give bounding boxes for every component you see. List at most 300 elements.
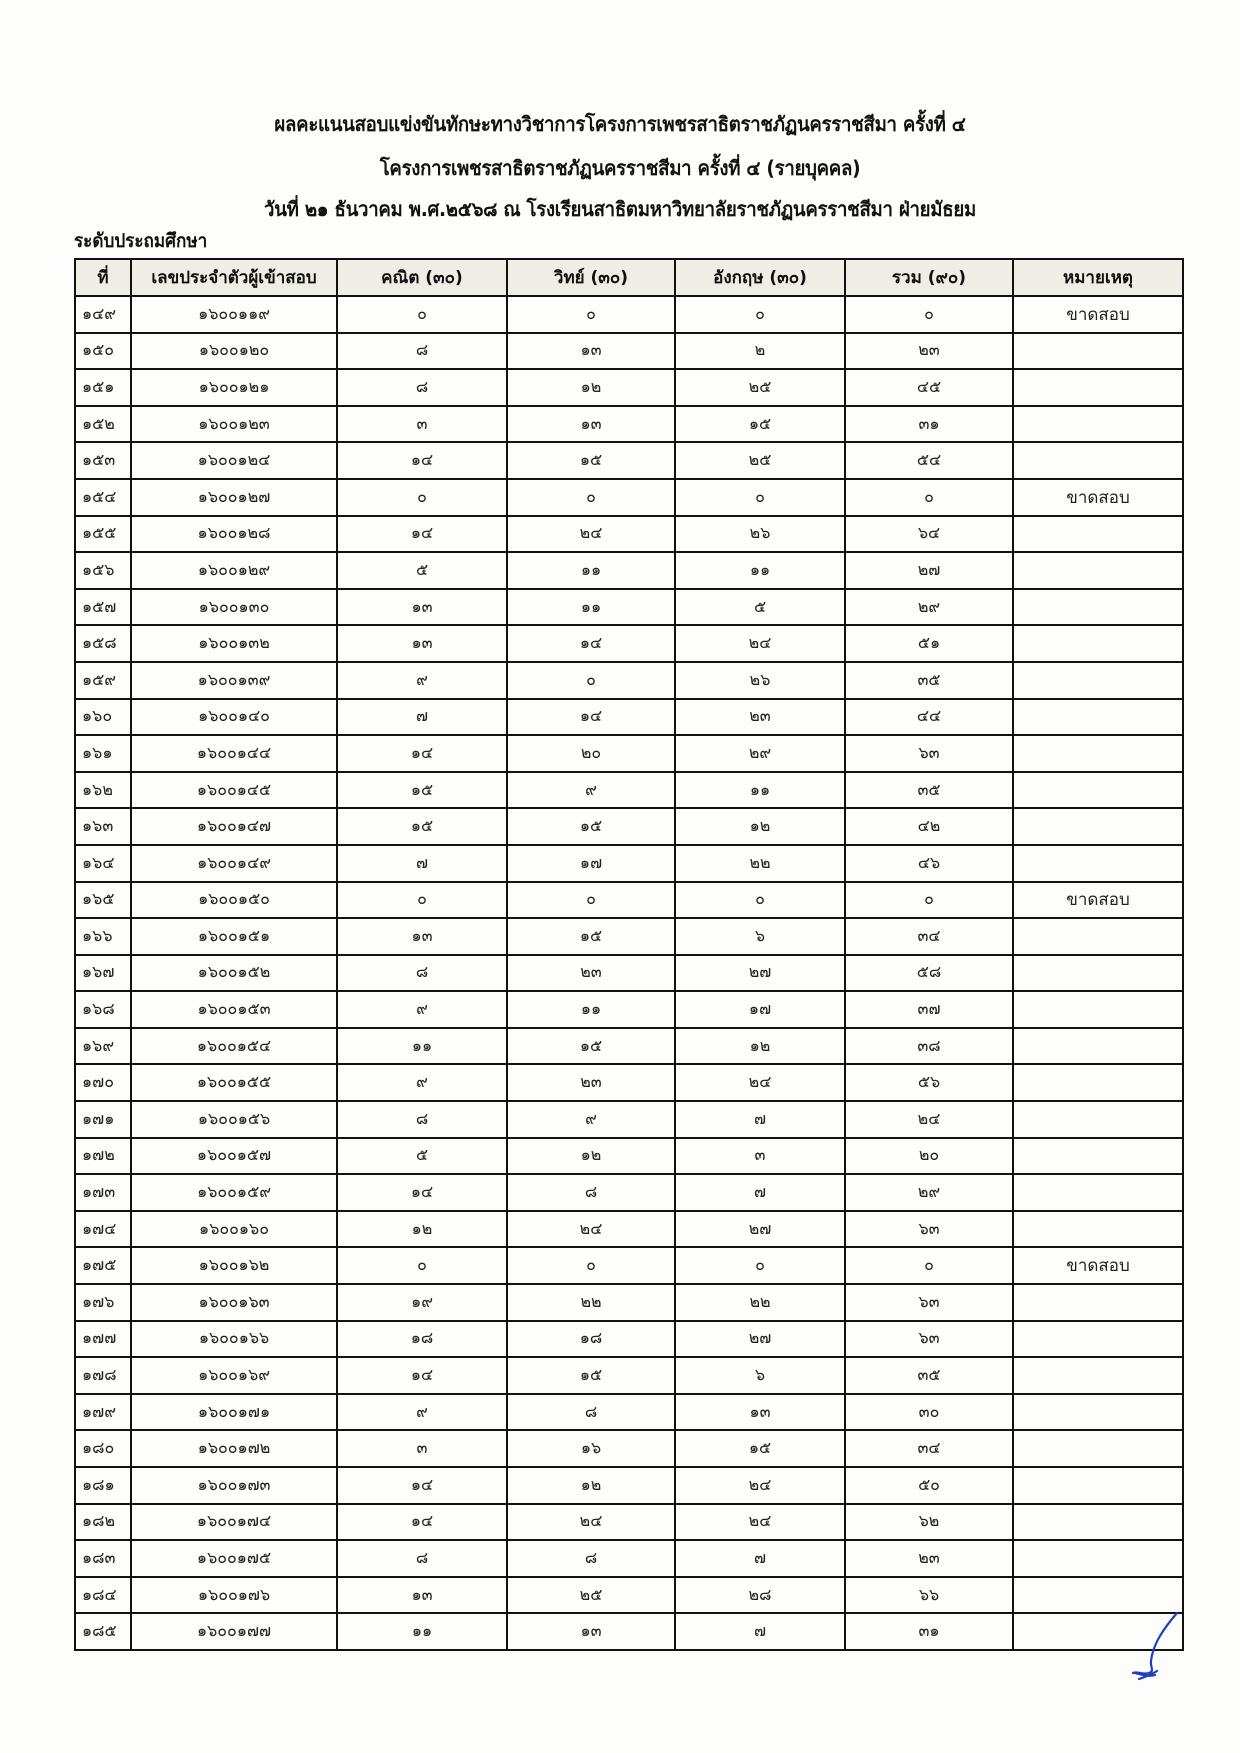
cell-no: ๑๗๙	[75, 1394, 131, 1431]
cell-remark	[1013, 1138, 1183, 1175]
cell-candidate-id: ๑๖๐๐๑๗๗	[131, 1613, 337, 1650]
cell-english: ๒	[675, 333, 845, 370]
cell-remark	[1013, 589, 1183, 626]
cell-remark	[1013, 1467, 1183, 1504]
header-english: อังกฤษ (๓๐)	[675, 259, 845, 296]
cell-english: ๒๒	[675, 845, 845, 882]
cell-remark: ขาดสอบ	[1013, 296, 1183, 333]
cell-no: ๑๖๗	[75, 955, 131, 992]
cell-total: ๕๑	[845, 625, 1013, 662]
cell-science: ๐	[507, 662, 675, 699]
cell-no: ๑๕๓	[75, 442, 131, 479]
cell-remark	[1013, 1174, 1183, 1211]
cell-math: ๑๘	[337, 1321, 507, 1358]
cell-candidate-id: ๑๖๐๐๑๔๐	[131, 699, 337, 736]
cell-remark	[1013, 1394, 1183, 1431]
table-row	[75, 772, 1183, 809]
table-row	[75, 1577, 1183, 1614]
cell-candidate-id: ๑๖๐๐๑๖๐	[131, 1211, 337, 1248]
cell-science: ๘	[507, 1174, 675, 1211]
cell-candidate-id: ๑๖๐๐๑๕๙	[131, 1174, 337, 1211]
header-science: วิทย์ (๓๐)	[507, 259, 675, 296]
table-row	[75, 296, 1183, 333]
cell-total: ๓๗	[845, 991, 1013, 1028]
cell-science: ๙	[507, 772, 675, 809]
cell-english: ๒๖	[675, 662, 845, 699]
cell-no: ๑๕๒	[75, 406, 131, 443]
cell-remark	[1013, 955, 1183, 992]
cell-no: ๑๗๓	[75, 1174, 131, 1211]
cell-english: ๑๓	[675, 1394, 845, 1431]
cell-remark	[1013, 1321, 1183, 1358]
cell-english: ๕	[675, 589, 845, 626]
cell-math: ๑๔	[337, 1174, 507, 1211]
education-level-label: ระดับประถมศึกษา	[74, 230, 208, 252]
table-row	[75, 1540, 1183, 1577]
cell-english: ๒๒	[675, 1284, 845, 1321]
cell-remark	[1013, 662, 1183, 699]
cell-no: ๑๕๙	[75, 662, 131, 699]
cell-total: ๒๙	[845, 1174, 1013, 1211]
table-row	[75, 479, 1183, 516]
cell-english: ๒๓	[675, 699, 845, 736]
cell-remark	[1013, 845, 1183, 882]
cell-candidate-id: ๑๖๐๐๑๑๙	[131, 296, 337, 333]
cell-science: ๑๑	[507, 552, 675, 589]
cell-no: ๑๖๔	[75, 845, 131, 882]
cell-candidate-id: ๑๖๐๐๑๒๑	[131, 369, 337, 406]
cell-remark	[1013, 1504, 1183, 1541]
cell-candidate-id: ๑๖๐๐๑๒๓	[131, 406, 337, 443]
cell-english: ๗	[675, 1540, 845, 1577]
cell-english: ๖	[675, 1357, 845, 1394]
header-math: คณิต (๓๐)	[337, 259, 507, 296]
table-row	[75, 1357, 1183, 1394]
cell-math: ๑๓	[337, 1577, 507, 1614]
cell-math: ๑๒	[337, 1211, 507, 1248]
cell-english: ๒๕	[675, 442, 845, 479]
cell-math: ๑๔	[337, 1357, 507, 1394]
cell-no: ๑๘๓	[75, 1540, 131, 1577]
cell-candidate-id: ๑๖๐๐๑๕๐	[131, 882, 337, 919]
cell-no: ๑๖๙	[75, 1028, 131, 1065]
cell-remark	[1013, 1101, 1183, 1138]
cell-science: ๘	[507, 1394, 675, 1431]
cell-science: ๙	[507, 1101, 675, 1138]
cell-science: ๒๔	[507, 1504, 675, 1541]
cell-candidate-id: ๑๖๐๐๑๖๙	[131, 1357, 337, 1394]
cell-math: ๓	[337, 1430, 507, 1467]
cell-total: ๖๖	[845, 1577, 1013, 1614]
cell-english: ๒๔	[675, 1064, 845, 1101]
cell-candidate-id: ๑๖๐๐๑๖๓	[131, 1284, 337, 1321]
cell-english: ๒๘	[675, 1577, 845, 1614]
cell-english: ๒๔	[675, 625, 845, 662]
table-row	[75, 406, 1183, 443]
cell-candidate-id: ๑๖๐๐๑๓๐	[131, 589, 337, 626]
cell-remark	[1013, 333, 1183, 370]
cell-math: ๑๑	[337, 1613, 507, 1650]
cell-remark	[1013, 991, 1183, 1028]
cell-candidate-id: ๑๖๐๐๑๖๖	[131, 1321, 337, 1358]
cell-english: ๒๙	[675, 735, 845, 772]
cell-candidate-id: ๑๖๐๐๑๕๒	[131, 955, 337, 992]
table-row	[75, 1430, 1183, 1467]
cell-math: ๑๕	[337, 808, 507, 845]
cell-math: ๘	[337, 955, 507, 992]
cell-no: ๑๖๓	[75, 808, 131, 845]
table-row	[75, 1028, 1183, 1065]
header-total: รวม (๙๐)	[845, 259, 1013, 296]
cell-science: ๑๕	[507, 808, 675, 845]
table-row	[75, 1247, 1183, 1284]
table-row	[75, 955, 1183, 992]
cell-english: ๑๑	[675, 772, 845, 809]
cell-no: ๑๗๘	[75, 1357, 131, 1394]
cell-total: ๓๘	[845, 1028, 1013, 1065]
cell-english: ๒๔	[675, 1467, 845, 1504]
table-row	[75, 1211, 1183, 1248]
cell-math: ๘	[337, 369, 507, 406]
cell-math: ๑๑	[337, 1028, 507, 1065]
cell-science: ๒๐	[507, 735, 675, 772]
cell-math: ๘	[337, 333, 507, 370]
table-row	[75, 808, 1183, 845]
cell-math: ๐	[337, 479, 507, 516]
cell-no: ๑๖๑	[75, 735, 131, 772]
cell-candidate-id: ๑๖๐๐๑๗๔	[131, 1504, 337, 1541]
cell-remark	[1013, 1430, 1183, 1467]
cell-candidate-id: ๑๖๐๐๑๕๕	[131, 1064, 337, 1101]
cell-candidate-id: ๑๖๐๐๑๔๙	[131, 845, 337, 882]
table-row	[75, 442, 1183, 479]
cell-candidate-id: ๑๖๐๐๑๔๕	[131, 772, 337, 809]
cell-remark	[1013, 1540, 1183, 1577]
cell-remark	[1013, 625, 1183, 662]
cell-candidate-id: ๑๖๐๐๑๗๑	[131, 1394, 337, 1431]
table-row	[75, 369, 1183, 406]
cell-math: ๑๔	[337, 516, 507, 553]
cell-science: ๑๔	[507, 625, 675, 662]
cell-remark	[1013, 406, 1183, 443]
cell-no: ๑๗๗	[75, 1321, 131, 1358]
cell-science: ๑๑	[507, 589, 675, 626]
cell-candidate-id: ๑๖๐๐๑๕๑	[131, 918, 337, 955]
cell-math: ๑๔	[337, 1467, 507, 1504]
cell-total: ๖๓	[845, 1321, 1013, 1358]
cell-remark	[1013, 772, 1183, 809]
header-remark: หมายเหตุ	[1013, 259, 1183, 296]
cell-total: ๔๕	[845, 369, 1013, 406]
cell-science: ๑๕	[507, 918, 675, 955]
cell-science: ๐	[507, 882, 675, 919]
cell-total: ๓๑	[845, 406, 1013, 443]
cell-science: ๑๓	[507, 406, 675, 443]
cell-science: ๘	[507, 1540, 675, 1577]
cell-science: ๒๒	[507, 1284, 675, 1321]
cell-total: ๕๖	[845, 1064, 1013, 1101]
table-row	[75, 1467, 1183, 1504]
cell-total: ๐	[845, 882, 1013, 919]
cell-remark	[1013, 1028, 1183, 1065]
cell-math: ๕	[337, 1138, 507, 1175]
cell-science: ๑๕	[507, 442, 675, 479]
cell-math: ๐	[337, 296, 507, 333]
cell-remark: ขาดสอบ	[1013, 882, 1183, 919]
table-header-row	[75, 259, 1183, 296]
cell-no: ๑๘๐	[75, 1430, 131, 1467]
cell-candidate-id: ๑๖๐๐๑๕๖	[131, 1101, 337, 1138]
table-row	[75, 882, 1183, 919]
cell-english: ๒๗	[675, 1321, 845, 1358]
cell-science: ๐	[507, 479, 675, 516]
cell-remark	[1013, 1211, 1183, 1248]
cell-english: ๑๒	[675, 808, 845, 845]
cell-candidate-id: ๑๖๐๐๑๗๒	[131, 1430, 337, 1467]
table-row	[75, 735, 1183, 772]
cell-remark	[1013, 552, 1183, 589]
cell-remark: ขาดสอบ	[1013, 1247, 1183, 1284]
handwritten-signature	[1115, 1605, 1195, 1685]
cell-candidate-id: ๑๖๐๐๑๗๓	[131, 1467, 337, 1504]
table-row	[75, 1613, 1183, 1650]
table-row	[75, 918, 1183, 955]
cell-total: ๐	[845, 296, 1013, 333]
cell-no: ๑๕๖	[75, 552, 131, 589]
table-row	[75, 589, 1183, 626]
cell-science: ๑๓	[507, 1613, 675, 1650]
table-row	[75, 333, 1183, 370]
table-row	[75, 1064, 1183, 1101]
cell-science: ๑๖	[507, 1430, 675, 1467]
cell-math: ๑๓	[337, 918, 507, 955]
cell-candidate-id: ๑๖๐๐๑๗๕	[131, 1540, 337, 1577]
cell-no: ๑๗๑	[75, 1101, 131, 1138]
cell-no: ๑๖๐	[75, 699, 131, 736]
cell-math: ๙	[337, 662, 507, 699]
cell-total: ๖๔	[845, 516, 1013, 553]
table-row	[75, 625, 1183, 662]
cell-remark	[1013, 1357, 1183, 1394]
cell-english: ๑๑	[675, 552, 845, 589]
cell-candidate-id: ๑๖๐๐๑๕๗	[131, 1138, 337, 1175]
cell-english: ๗	[675, 1613, 845, 1650]
table-row	[75, 845, 1183, 882]
table-row	[75, 1321, 1183, 1358]
cell-total: ๖๓	[845, 1284, 1013, 1321]
cell-total: ๓๐	[845, 1394, 1013, 1431]
cell-science: ๑๒	[507, 369, 675, 406]
cell-candidate-id: ๑๖๐๐๑๒๐	[131, 333, 337, 370]
table-row	[75, 699, 1183, 736]
cell-science: ๑๕	[507, 1357, 675, 1394]
cell-total: ๒๓	[845, 333, 1013, 370]
cell-total: ๓๕	[845, 662, 1013, 699]
header-candidate-id: เลขประจำตัวผู้เข้าสอบ	[131, 259, 337, 296]
cell-total: ๒๓	[845, 1540, 1013, 1577]
cell-total: ๕๔	[845, 442, 1013, 479]
cell-total: ๒๙	[845, 589, 1013, 626]
cell-science: ๑๓	[507, 333, 675, 370]
cell-no: ๑๕๑	[75, 369, 131, 406]
cell-math: ๙	[337, 1394, 507, 1431]
cell-remark	[1013, 369, 1183, 406]
cell-english: ๗	[675, 1101, 845, 1138]
cell-no: ๑๕๔	[75, 479, 131, 516]
cell-total: ๒๗	[845, 552, 1013, 589]
cell-math: ๐	[337, 1247, 507, 1284]
cell-no: ๑๘๒	[75, 1504, 131, 1541]
table-row	[75, 662, 1183, 699]
cell-science: ๑๕	[507, 1028, 675, 1065]
cell-science: ๒๕	[507, 1577, 675, 1614]
cell-english: ๒๗	[675, 955, 845, 992]
table-body	[75, 296, 1183, 1650]
cell-remark	[1013, 1064, 1183, 1101]
cell-no: ๑๖๖	[75, 918, 131, 955]
cell-total: ๔๒	[845, 808, 1013, 845]
cell-total: ๖๓	[845, 735, 1013, 772]
cell-english: ๒๖	[675, 516, 845, 553]
table-row	[75, 991, 1183, 1028]
cell-no: ๑๗๔	[75, 1211, 131, 1248]
cell-no: ๑๖๕	[75, 882, 131, 919]
cell-science: ๐	[507, 1247, 675, 1284]
cell-english: ๓	[675, 1138, 845, 1175]
table-row	[75, 1174, 1183, 1211]
cell-candidate-id: ๑๖๐๐๑๕๓	[131, 991, 337, 1028]
cell-science: ๒๔	[507, 516, 675, 553]
cell-no: ๑๕๗	[75, 589, 131, 626]
cell-english: ๒๕	[675, 369, 845, 406]
score-table	[74, 258, 1184, 1651]
cell-english: ๑๗	[675, 991, 845, 1028]
table-row	[75, 516, 1183, 553]
cell-remark	[1013, 1284, 1183, 1321]
cell-science: ๒๔	[507, 1211, 675, 1248]
cell-no: ๑๔๙	[75, 296, 131, 333]
cell-candidate-id: ๑๖๐๐๑๕๔	[131, 1028, 337, 1065]
cell-science: ๒๓	[507, 1064, 675, 1101]
cell-science: ๑๗	[507, 845, 675, 882]
cell-total: ๖๓	[845, 1211, 1013, 1248]
cell-candidate-id: ๑๖๐๐๑๗๖	[131, 1577, 337, 1614]
cell-no: ๑๘๑	[75, 1467, 131, 1504]
cell-total: ๓๕	[845, 772, 1013, 809]
document-subtitle: โครงการเพชรสาธิตราชภัฏนครราชสีมา ครั้งที่ ๔ (รายบุคคล)	[379, 156, 861, 180]
cell-math: ๑๓	[337, 625, 507, 662]
table-row	[75, 1138, 1183, 1175]
cell-total: ๖๒	[845, 1504, 1013, 1541]
cell-remark	[1013, 699, 1183, 736]
cell-candidate-id: ๑๖๐๐๑๒๙	[131, 552, 337, 589]
cell-candidate-id: ๑๖๐๐๑๔๗	[131, 808, 337, 845]
cell-remark: ขาดสอบ	[1013, 479, 1183, 516]
cell-no: ๑๖๒	[75, 772, 131, 809]
cell-no: ๑๗๐	[75, 1064, 131, 1101]
cell-remark	[1013, 442, 1183, 479]
header-no: ที่	[75, 259, 131, 296]
table-row	[75, 552, 1183, 589]
cell-math: ๗	[337, 699, 507, 736]
cell-total: ๒๐	[845, 1138, 1013, 1175]
cell-total: ๓๔	[845, 1430, 1013, 1467]
cell-candidate-id: ๑๖๐๐๑๔๔	[131, 735, 337, 772]
cell-science: ๑๘	[507, 1321, 675, 1358]
cell-candidate-id: ๑๖๐๐๑๒๔	[131, 442, 337, 479]
cell-candidate-id: ๑๖๐๐๑๓๙	[131, 662, 337, 699]
cell-english: ๒๗	[675, 1211, 845, 1248]
cell-no: ๑๗๖	[75, 1284, 131, 1321]
cell-math: ๑๙	[337, 1284, 507, 1321]
cell-candidate-id: ๑๖๐๐๑๒๘	[131, 516, 337, 553]
cell-remark	[1013, 808, 1183, 845]
cell-science: ๑๒	[507, 1138, 675, 1175]
cell-no: ๑๘๕	[75, 1613, 131, 1650]
cell-no: ๑๕๘	[75, 625, 131, 662]
cell-english: ๐	[675, 296, 845, 333]
cell-no: ๑๘๔	[75, 1577, 131, 1614]
cell-english: ๒๔	[675, 1504, 845, 1541]
cell-math: ๗	[337, 845, 507, 882]
cell-no: ๑๖๘	[75, 991, 131, 1028]
cell-english: ๑๕	[675, 1430, 845, 1467]
cell-science: ๑๒	[507, 1467, 675, 1504]
cell-total: ๓๕	[845, 1357, 1013, 1394]
cell-candidate-id: ๑๖๐๐๑๒๗	[131, 479, 337, 516]
cell-math: ๐	[337, 882, 507, 919]
table-row	[75, 1284, 1183, 1321]
cell-english: ๑๒	[675, 1028, 845, 1065]
cell-candidate-id: ๑๖๐๐๑๓๒	[131, 625, 337, 662]
cell-no: ๑๕๐	[75, 333, 131, 370]
cell-math: ๑๔	[337, 442, 507, 479]
cell-math: ๑๕	[337, 772, 507, 809]
cell-math: ๙	[337, 991, 507, 1028]
cell-english: ๗	[675, 1174, 845, 1211]
cell-math: ๑๔	[337, 1504, 507, 1541]
table-row	[75, 1394, 1183, 1431]
cell-math: ๑๔	[337, 735, 507, 772]
cell-total: ๓๑	[845, 1613, 1013, 1650]
cell-english: ๐	[675, 479, 845, 516]
cell-no: ๑๗๒	[75, 1138, 131, 1175]
cell-total: ๓๔	[845, 918, 1013, 955]
cell-total: ๕๐	[845, 1467, 1013, 1504]
cell-english: ๐	[675, 1247, 845, 1284]
cell-english: ๖	[675, 918, 845, 955]
table-row	[75, 1101, 1183, 1138]
cell-remark	[1013, 918, 1183, 955]
cell-science: ๑๔	[507, 699, 675, 736]
cell-english: ๑๕	[675, 406, 845, 443]
cell-math: ๑๓	[337, 589, 507, 626]
cell-math: ๘	[337, 1540, 507, 1577]
document-title: ผลคะแนนสอบแข่งขันทักษะทางวิชาการโครงการเพชรสาธิตราชภัฏนครราชสีมา ครั้งที่ ๔	[274, 112, 966, 136]
document-date-location: วันที่ ๒๑ ธันวาคม พ.ศ.๒๕๖๘ ณ โรงเรียนสาธิตมหาวิทยาลัยราชภัฏนครราชสีมา ฝ่ายมัธยม	[264, 197, 976, 221]
cell-math: ๕	[337, 552, 507, 589]
cell-math: ๓	[337, 406, 507, 443]
table-row	[75, 1504, 1183, 1541]
cell-candidate-id: ๑๖๐๐๑๖๒	[131, 1247, 337, 1284]
cell-total: ๐	[845, 479, 1013, 516]
cell-english: ๐	[675, 882, 845, 919]
cell-science: ๐	[507, 296, 675, 333]
cell-remark	[1013, 735, 1183, 772]
cell-total: ๔๔	[845, 699, 1013, 736]
cell-remark	[1013, 516, 1183, 553]
cell-science: ๒๓	[507, 955, 675, 992]
